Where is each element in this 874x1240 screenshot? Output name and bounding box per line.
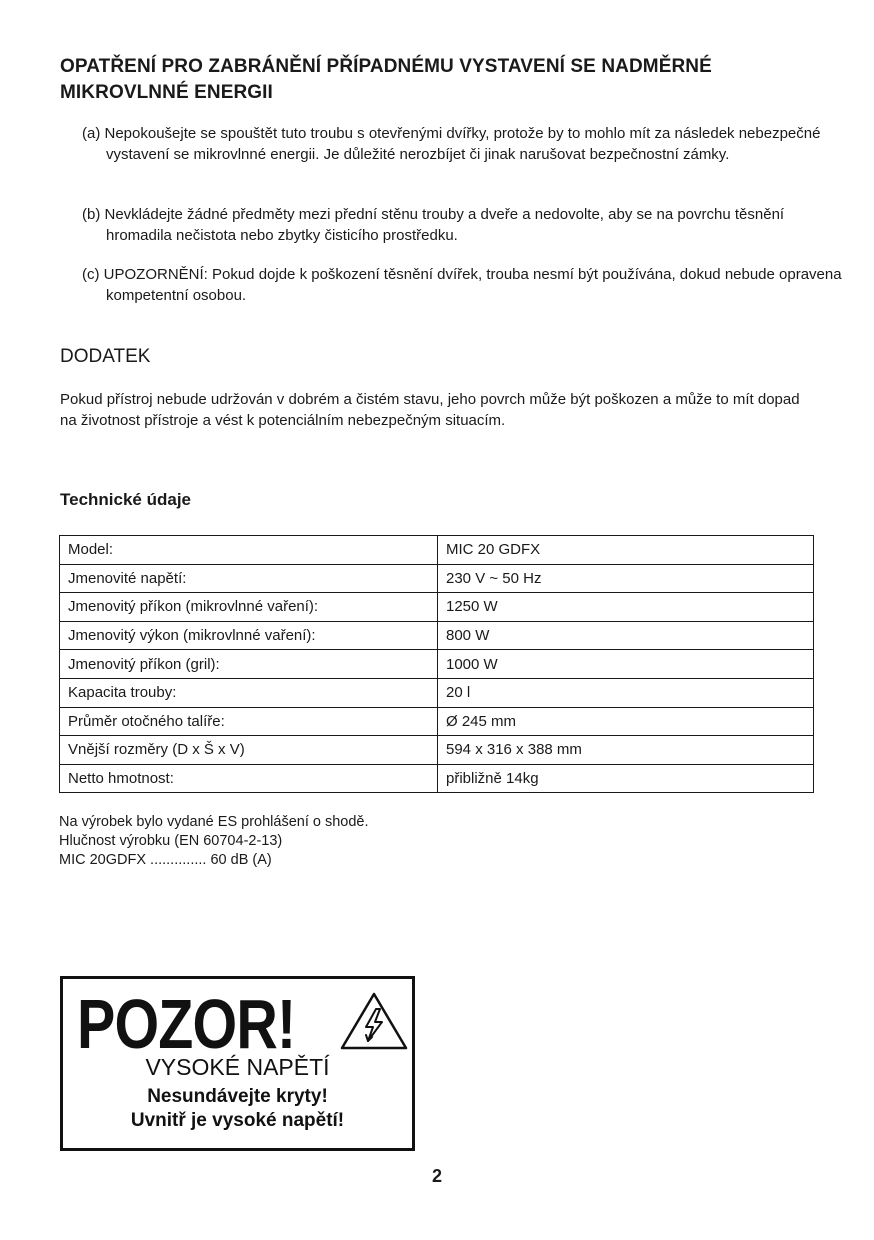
spec-value: 1250 W (438, 593, 814, 622)
conformity-note: Na výrobek bylo vydané ES prohlášení o shodě. (59, 814, 369, 830)
spec-value: 230 V ~ 50 Hz (438, 564, 814, 593)
pozor-warning-line: Uvnitř je vysoké napětí! (130, 1110, 345, 1131)
page-number: 2 (431, 1166, 442, 1186)
warning-item-b: (b) Nevkládejte žádné předměty mezi přední stěnu trouby a dveře a nedovolte, aby se na povrchu těsnění hromadila nečistota nebo zbytky čisticího prostředku. (82, 206, 785, 244)
spec-label: Jmenovitý příkon (gril): (60, 650, 438, 679)
table-row (60, 650, 814, 679)
tech-specs-heading: Technické údaje (60, 490, 192, 509)
spec-value: Ø 245 mm (438, 707, 814, 736)
table-row (60, 564, 814, 593)
table-row (60, 764, 814, 793)
spec-label: Kapacita trouby: (60, 678, 438, 707)
pozor-instruction: Nesundávejte kryty! (147, 1086, 328, 1107)
high-voltage-warning-label (60, 976, 415, 1151)
dodatek-heading: DODATEK (60, 346, 151, 367)
tech-specs-table (59, 535, 814, 793)
spec-label: Model: (60, 536, 438, 565)
spec-value: 1000 W (438, 650, 814, 679)
pozor-subtitle: VYSOKÉ NAPĚTÍ (145, 1054, 330, 1080)
warning-item-c: (c) UPOZORNĚNÍ: Pokud dojde k poškození těsnění dvířek, trouba nesmí být používána, dokud nebude opravena kompetentní osobou. (82, 266, 842, 304)
section-heading: OPATŘENÍ PRO ZABRÁNĚNÍ PŘÍPADNÉMU VYSTAVENÍ SE NADMĚRNÉ MIKROVLNNÉ ENERGII (60, 56, 712, 103)
table-row (60, 593, 814, 622)
spec-value: MIC 20 GDFX (438, 536, 814, 565)
noise-standard-note: Hlučnost výrobku (EN 60704-2-13) (59, 833, 283, 849)
warning-item-a: (a) Nepokoušejte se spouštět tuto troubu s otevřenými dvířky, protože by to mohlo mít za následek nebezpečné vystavení se mikrovlnné energii. Je důležité nerozbíjet či jinak narušovat bezpečnostní zámky. (82, 125, 821, 163)
table-row (60, 536, 814, 565)
table-row (60, 621, 814, 650)
dodatek-paragraph: Pokud přístroj nebude udržován v dobrém a čistém stavu, jeho povrch může být poškozen a může to mít dopad na životnost přístroje a vést k potenciálním nebezpečným situacím. (60, 391, 800, 429)
spec-value: přibližně 14kg (438, 764, 814, 793)
table-row (60, 736, 814, 765)
spec-label: Jmenovitý příkon (mikrovlnné vaření): (60, 593, 438, 622)
compliance-notes (59, 813, 369, 870)
high-voltage-warning-icon (340, 991, 408, 1051)
spec-label: Vnější rozměry (D x Š x V) (60, 736, 438, 765)
pozor-title: POZOR! (77, 985, 296, 1063)
spec-label: Netto hmotnost: (60, 764, 438, 793)
spec-label: Jmenovitý výkon (mikrovlnné vaření): (60, 621, 438, 650)
table-row (60, 678, 814, 707)
spec-label: Jmenovité napětí: (60, 564, 438, 593)
spec-label: Průměr otočného talíře: (60, 707, 438, 736)
spec-value: 594 x 316 x 388 mm (438, 736, 814, 765)
spec-value: 20 l (438, 678, 814, 707)
noise-level-note: MIC 20GDFX .............. 60 dB (A) (59, 852, 272, 868)
spec-value: 800 W (438, 621, 814, 650)
table-row (60, 707, 814, 736)
